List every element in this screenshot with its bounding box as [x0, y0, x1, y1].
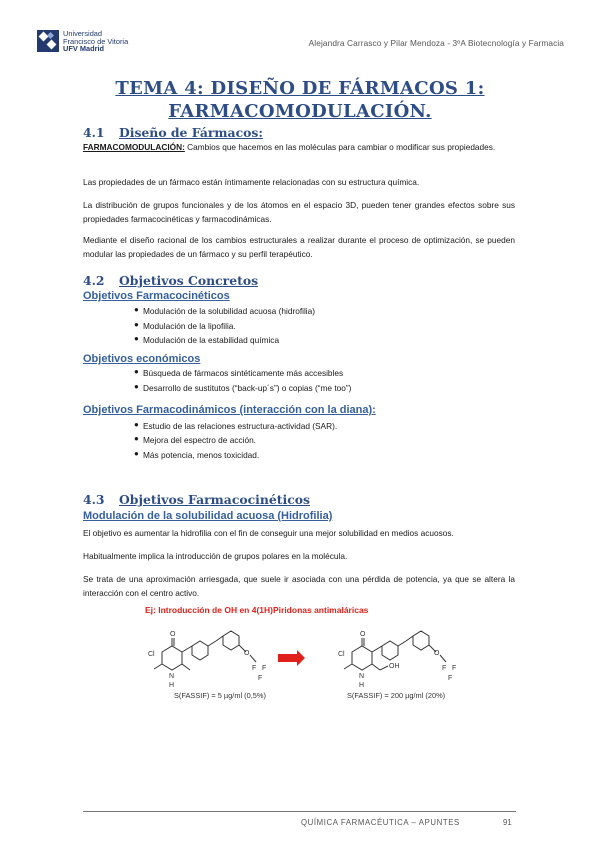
section-4-3-heading: [83, 492, 310, 507]
page-title-line-2: FARMACOMODULACIÓN.: [168, 101, 432, 122]
red-arrow-icon: [278, 654, 298, 662]
list-item: ● Modulación de la estabilidad química: [134, 334, 280, 345]
atom-label: Cl: [148, 651, 155, 658]
paragraph: La distribución de grupos funcionales y de los átomos en el espacio 3D, pueden tener grandes efectos sobre sus propiedades farmacocinéticas y farmacodinámicas.: [83, 200, 515, 224]
atom-label: OH: [389, 663, 400, 670]
defined-term: FARMACOMODULACIÓN:: [83, 142, 185, 152]
section-title: Objetivos Farmacocinéticos: [119, 492, 310, 507]
atom-label: N: [169, 673, 175, 680]
list-item-text: Modulación de la lipofilia.: [143, 321, 236, 331]
page-title-line-1: TEMA 4: DISEÑO DE FÁRMACOS 1:: [115, 78, 485, 99]
pyridone-molecule-left: [140, 622, 275, 692]
paragraph: Se trata de una aproximación arriesgada, que suele ir asociada con una pérdida de potencia, ya que se altera la interacción con el centro activo.: [83, 574, 515, 598]
running-head: Alejandra Carrasco y Pilar Mendoza - 3ºA Biotecnología y Farmacia: [308, 38, 564, 48]
atom-label: F: [448, 675, 453, 682]
atom-label: F: [262, 665, 267, 672]
list-item-text: Modulación de la estabilidad química: [143, 335, 280, 345]
logo-line-1: Universidad: [63, 29, 103, 38]
atom-label: F: [442, 665, 447, 672]
atom-label: F: [252, 665, 257, 672]
atom-label: O: [434, 650, 440, 657]
atom-label: O: [244, 650, 250, 657]
definition-text: Cambios que hacemos en las moléculas para cambiar o modificar sus propiedades.: [184, 142, 496, 152]
atom-label: Cl: [338, 651, 345, 658]
subsection-heading: Modulación de la solubilidad acuosa (Hidrofilia): [83, 510, 333, 522]
paragraph: Las propiedades de un fármaco están íntimamente relacionadas con su estructura química.: [83, 177, 420, 187]
section-number: 4.3: [83, 492, 105, 507]
left-solubility-label: S(FASSIF) = 5 µg/ml (0,5%): [174, 691, 266, 700]
atom-label: F: [258, 675, 263, 682]
section-number: 4.2: [83, 273, 105, 288]
logo-line-2: Francisco de Vitoria: [63, 36, 129, 46]
paragraph: El objetivo es aumentar la hidrofilia con el fin de conseguir una mejor solubilidad en medios acuosos.: [83, 528, 454, 538]
pyridone-molecule-right: [330, 622, 470, 692]
ufv-logo-icon: [37, 30, 59, 52]
list-item: ● Modulación de la lipofilia.: [134, 320, 236, 331]
atom-label: H: [359, 682, 365, 689]
figure-title: Ej: Introducción de OH en 4(1H)Piridonas antimaláricas: [145, 605, 369, 615]
subsection-heading: Objetivos Farmacocinéticos: [83, 290, 230, 302]
footer-rule: [83, 811, 516, 812]
list-item: ● Mejora del espectro de acción.: [134, 434, 256, 445]
section-4-2-heading: [83, 273, 258, 288]
page-number: 91: [503, 818, 512, 827]
footer-course: QUÍMICA FARMACÉUTICA – APUNTES: [301, 818, 460, 827]
paragraph: Mediante el diseño racional de los cambios estructurales a realizar durante el proceso de optimización, se pueden modular las propiedades de un fármaco y su perfil terapéutico.: [83, 235, 515, 259]
list-item: ● Estudio de las relaciones estructura-actividad (SAR).: [134, 420, 338, 431]
section-title: Objetivos Concretos: [119, 273, 259, 288]
atom-label: F: [452, 665, 457, 672]
section-number: 4.1: [83, 125, 105, 140]
subsection-heading: Objetivos Farmacodinámicos (interacción con la diana):: [83, 404, 376, 416]
list-item-text: Más potencia, menos toxicidad.: [143, 450, 260, 460]
section-title: Diseño de Fármacos:: [119, 125, 263, 140]
atom-label: N: [359, 673, 365, 680]
atom-label: H: [169, 682, 175, 689]
list-item-text: Modulación de la solubilidad acuosa (hidrofilia): [143, 306, 316, 316]
logo-text: [63, 30, 128, 53]
list-item: ● Más potencia, menos toxicidad.: [134, 449, 260, 460]
list-item-text: Estudio de las relaciones estructura-actividad (SAR).: [143, 421, 338, 431]
subsection-heading: Objetivos económicos: [83, 353, 201, 365]
list-item: ● Búsqueda de fármacos sintéticamente más accesibles: [134, 367, 344, 378]
atom-label: O: [170, 631, 176, 638]
atom-label: O: [360, 631, 366, 638]
logo-line-3: UFV Madrid: [63, 44, 105, 54]
list-item-text: Búsqueda de fármacos sintéticamente más accesibles: [143, 368, 344, 378]
section-4-1-heading: [83, 125, 263, 140]
university-logo: [37, 30, 128, 53]
paragraph: Habitualmente implica la introducción de grupos polares en la molécula.: [83, 551, 348, 561]
definition-paragraph: [83, 140, 515, 154]
list-item: ● Desarrollo de sustitutos (“back-up´s”) o copias (“me too”): [134, 382, 352, 393]
right-solubility-label: S(FASSIF) = 200 µg/ml (20%): [347, 691, 446, 700]
list-item: ● Modulación de la solubilidad acuosa (hidrofilia): [134, 305, 316, 316]
list-item-text: Desarrollo de sustitutos (“back-up´s”) o copias (“me too”): [143, 383, 352, 393]
list-item-text: Mejora del espectro de acción.: [143, 435, 256, 445]
